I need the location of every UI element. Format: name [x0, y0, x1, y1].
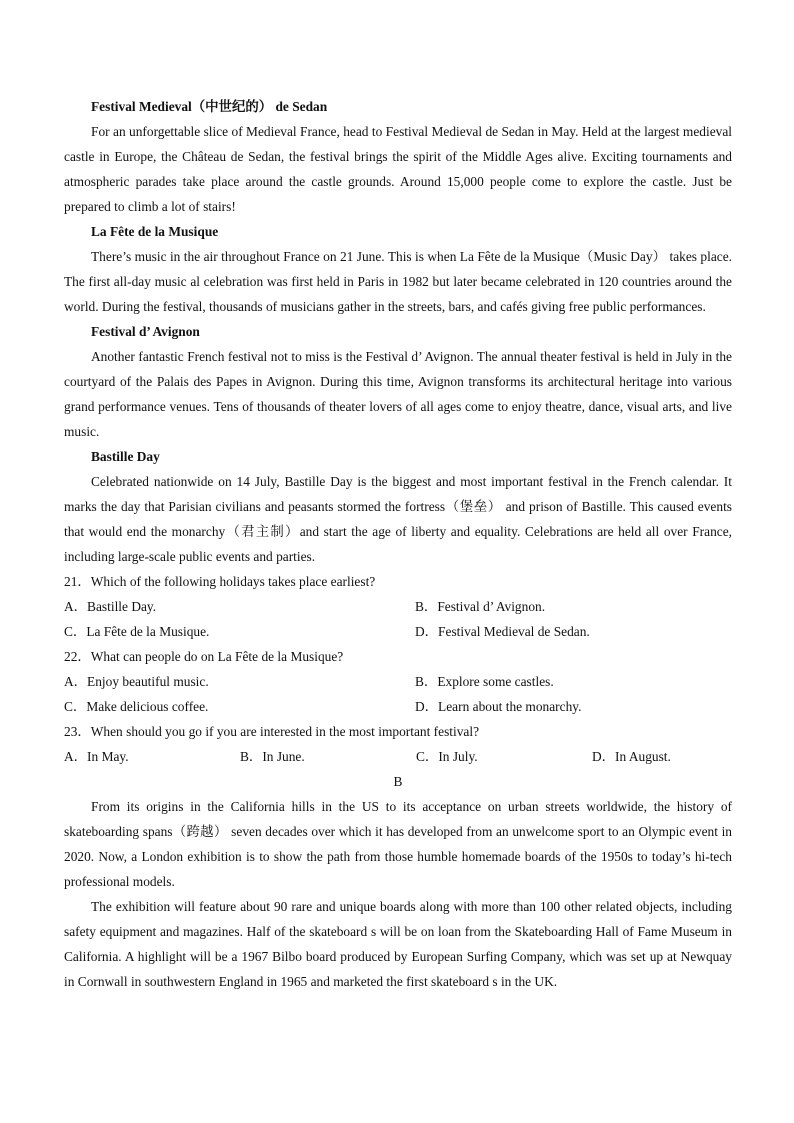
question-22-stem: 22．What can people do on La Fête de la Musique? [64, 649, 344, 664]
question-21-options [64, 594, 732, 644]
section-b-label: B [393, 774, 403, 789]
question-23-option-b: B．In June. [240, 749, 305, 764]
question-22-option-c: C．Make delicious coffee. [64, 699, 209, 714]
question-21-option-c: C．La Fête de la Musique. [64, 624, 210, 639]
question-21-option-b: B．Festival d’ Avignon. [415, 599, 546, 614]
festival-heading-sedan: Festival Medieval（中世纪的） de Sedan [91, 99, 328, 114]
section-b-paragraph-2: The exhibition will feature about 90 rare and unique boards along with more than 100 other related objects, including safety equipment and magazines. Half of the skateboard s will be on loan from the Skateboarding Hall of Fame Museum in California. A highlight will be a 1967 Bilbo board produced by European Surfing Company, which was set up at Newquay in Cornwall in southwestern England in 1965 and marketed the first skateboard s in the UK. [64, 899, 732, 989]
question-23-option-d: D．In August. [592, 749, 671, 764]
festival-paragraph-avignon: Another fantastic French festival not to miss is the Festival d’ Avignon. The annual theater festival is held in July in the courtyard of the Palais des Papes in Avignon. During this time, Avignon transforms its architectural heritage into various grand performance venues. Tens of thousands of theater lovers of all ages come to enjoy theatre, dance, visual arts, and live music. [64, 349, 732, 439]
question-21-stem: 21．Which of the following holidays takes place earliest? [64, 574, 376, 589]
festival-heading-musique: La Fête de la Musique [91, 224, 219, 239]
question-21-option-a: A．Bastille Day. [64, 599, 157, 614]
festival-paragraph-musique: There’s music in the air throughout France on 21 June. This is when La Fête de la Musique（Music Day） takes place. The first all-day music al celebration was first held in Paris in 1982 but later became celebrated in 120 countries around the world. During the festival, thousands of musicians gather in the streets, bars, and cafés giving free public performances. [64, 249, 732, 314]
section-b-paragraph-1: From its origins in the California hills in the US to its acceptance on urban streets worldwide, the history of skateboarding spans（跨越） seven decades over which it has developed from an unwelcome sport to an Olympic event in 2020. Now, a London exhibition is to show the path from those humble homemade boards of the 1950s to today’s hi-tech professional models. [64, 799, 732, 889]
festival-heading-avignon: Festival d’ Avignon [91, 324, 200, 339]
festival-heading-bastille: Bastille Day [91, 449, 160, 464]
question-23-option-c: C．In July. [416, 749, 478, 764]
question-21-option-d: D．Festival Medieval de Sedan. [415, 624, 590, 639]
question-22-options [64, 669, 732, 719]
question-23-option-a: A．In May. [64, 749, 129, 764]
question-22-option-d: D．Learn about the monarchy. [415, 699, 582, 714]
exam-page [64, 94, 732, 994]
question-22-option-b: B．Explore some castles. [415, 674, 554, 689]
festival-paragraph-bastille: Celebrated nationwide on 14 July, Bastille Day is the biggest and most important festival in the French calendar. It marks the day that Parisian civilians and peasants stormed the fortress（堡垒） and prison of Bastille. This caused events that would end the monarchy（君主制）and start the age of liberty and equality. Celebrations are held all over France, including large-scale public events and parties. [64, 474, 732, 564]
question-22-option-a: A．Enjoy beautiful music. [64, 674, 209, 689]
festival-paragraph-sedan: For an unforgettable slice of Medieval France, head to Festival Medieval de Sedan in May. Held at the largest medieval castle in Europe, the Château de Sedan, the festival brings the spirit of the Middle Ages alive. Exciting tournaments and atmospheric parades take place around the castle grounds. Around 15,000 people come to explore the castle. Just be prepared to climb a lot of stairs! [64, 124, 732, 214]
question-23-options [64, 744, 732, 769]
question-23-stem: 23．When should you go if you are interested in the most important festival? [64, 724, 480, 739]
